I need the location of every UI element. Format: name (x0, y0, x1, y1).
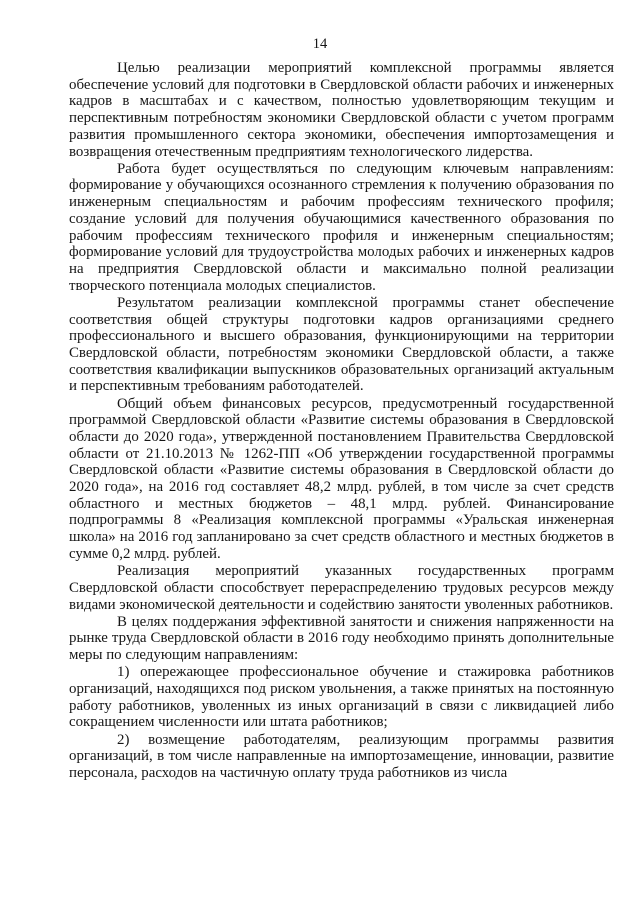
paragraph-financing: Общий объем финансовых ресурсов, предусмотренный государственной программой Свердловской области «Развитие системы образования в Свердловской области до 2020 года», утвержденной постановлением Правительства Свердловской области от 21.10.2013 № 1262-ПП «Об утверждении государственной программы Свердловской области «Развитие системы образования в Свердловской области до 2020 года», на 2016 год составляет 48,2 млрд. рублей, в том числе за счет средств областного и местных бюджетов – 48,1 млрд. рублей. Финансирование подпрограммы 8 «Реализация комплексной программы «Уральская инженерная школа» на 2016 год запланировано за счет средств областного и местных бюджетов в сумме 0,2 млрд. рублей. (69, 395, 614, 562)
list-item-2: 2) возмещение работодателям, реализующим программы развития организаций, в том числе направленные на импортозамещение, инновации, развитие персонала, расходов на частичную оплату труда работников из числа (69, 731, 614, 782)
paragraph-result: Результатом реализации комплексной программы станет обеспечение соответствия общей структуры подготовки кадров организациями среднего профессионального и высшего образования, функционирующими на территории Свердловской области, потребностям экономики Свердловской области, а также соответствия квалификации выпускников образовательных организаций актуальным и перспективным требованиям работодателей. (69, 294, 614, 395)
document-body (69, 60, 614, 782)
paragraph-key-directions: Работа будет осуществляться по следующим ключевым направлениям: формирование у обучающихся осознанного стремления к получению образования по инженерным специальностям и рабочим профессиям технического профиля; создание условий для получения обучающимися качественного образования по рабочим профессиям технического профиля и инженерным специальностям; формирование условий для трудоустройства молодых рабочих и инженерных кадров на предприятия Свердловской области и максимально полной реализации творческого потенциала молодых специалистов. (69, 160, 614, 294)
paragraph-measures-intro: В целях поддержания эффективной занятости и снижения напряженности на рынке труда Свердловской области в 2016 году необходимо принять дополнительные меры по следующим направлениям: (69, 613, 614, 664)
paragraph-employment: Реализация мероприятий указанных государственных программ Свердловской области способствует перераспределению трудовых ресурсов между видами экономической деятельности и содействию занятости уволенных работников. (69, 563, 614, 613)
paragraph-goal: Целью реализации мероприятий комплексной программы является обеспечение условий для подготовки в Свердловской области рабочих и инженерных кадров в масштабах и с качеством, полностью удовлетворяющим текущим и перспективным потребностям экономики Свердловской области с учетом программ развития промышленного сектора экономики, обеспечения импортозамещения и возвращения отечественным предприятиям технологического лидерства. (69, 60, 614, 160)
page-number: 14 (312, 36, 328, 52)
list-item-1: 1) опережающее профессиональное обучение и стажировка работников организаций, находящихся под риском увольнения, а также принятых на постоянную работу работников, уволенных из иных организаций в связи с ликвидацией либо сокращением численности или штата работников; (69, 664, 614, 731)
